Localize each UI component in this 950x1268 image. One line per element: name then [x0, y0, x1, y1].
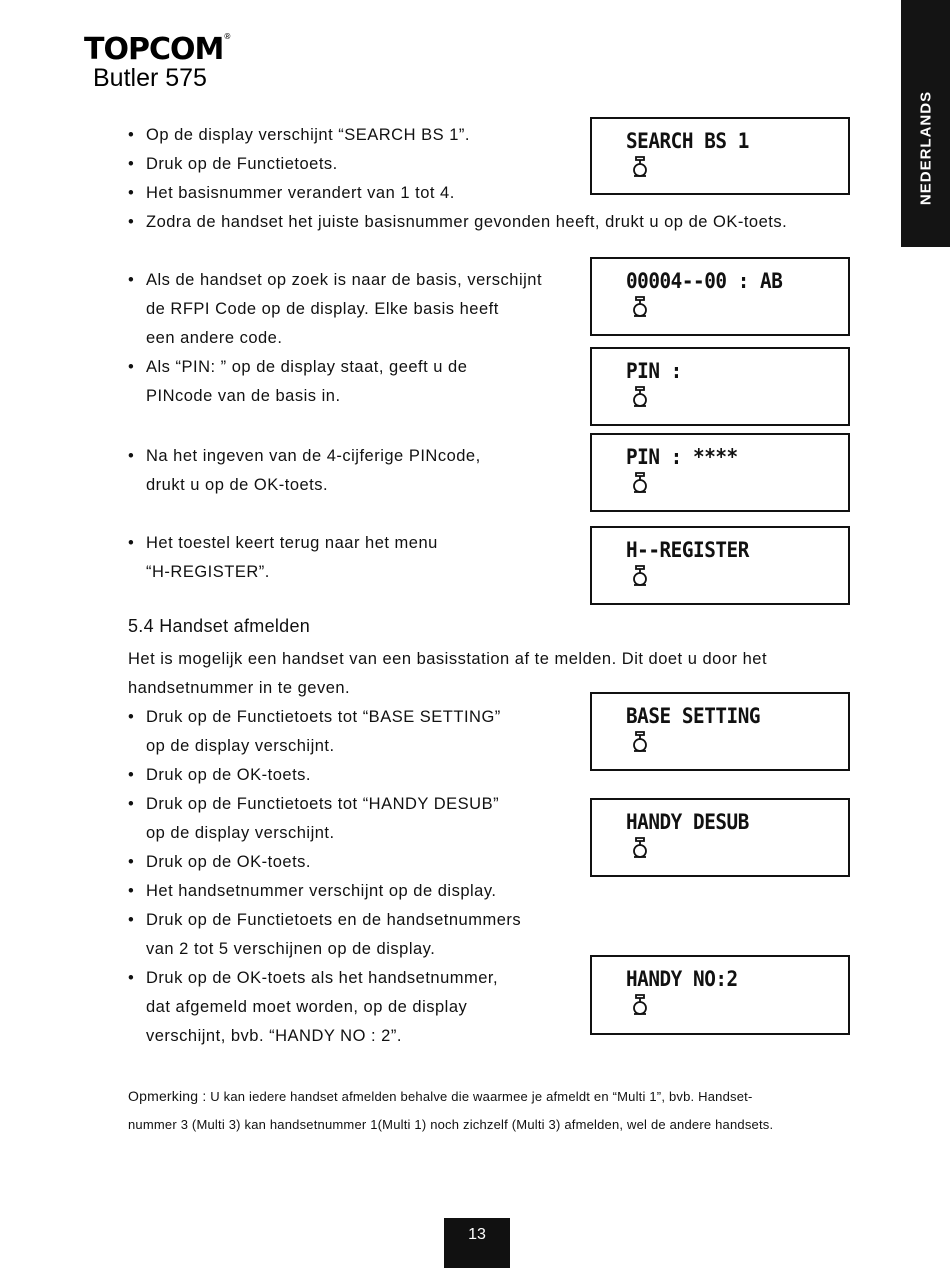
handset-icon	[632, 155, 648, 179]
lcd-text: H--REGISTER	[626, 538, 749, 562]
handset-icon	[632, 564, 648, 588]
bullet: • Druk op de OK-toets.	[128, 848, 888, 877]
lcd-display	[590, 433, 850, 512]
lcd-display	[590, 257, 850, 336]
handset-icon	[632, 295, 648, 319]
lcd-display	[590, 347, 850, 426]
handset-icon	[632, 385, 648, 409]
language-tab: NEDERLANDS	[901, 0, 950, 247]
lcd-display	[590, 798, 850, 877]
handset-icon	[632, 471, 648, 495]
lcd-display	[590, 955, 850, 1035]
lcd-text: PIN :	[626, 359, 682, 383]
bullet: • Druk op de Functietoets tot “HANDY DESUB” op de display verschijnt.	[128, 790, 888, 848]
lcd-display	[590, 526, 850, 605]
bullet: • Druk op de Functietoets.	[128, 150, 868, 179]
intro-line: handsetnummer in te geven.	[128, 679, 351, 697]
bullet: • Druk op de OK-toets.	[128, 761, 888, 790]
section-rfpi-pin	[128, 266, 588, 411]
bullet: • Het toestel keert terug naar het menu “H-REGISTER”.	[128, 529, 588, 587]
page-number: 13	[444, 1218, 510, 1268]
lcd-text: HANDY NO:2	[626, 967, 738, 991]
lcd-display	[590, 117, 850, 195]
bullet: • Na het ingeven van de 4-cijferige PINcode, drukt u op de OK-toets.	[128, 442, 588, 500]
bullet: • Zodra de handset het juiste basisnummer gevonden heeft, drukt u op de OK-toets.	[128, 208, 868, 237]
handset-icon	[632, 836, 648, 860]
note-label: Opmerking :	[128, 1088, 207, 1104]
section-pin-entry	[128, 442, 588, 500]
intro-line: Het is mogelijk een handset van een basisstation af te melden. Dit doet u door het	[128, 650, 768, 668]
note-line-2: nummer 3 (Multi 3) kan handsetnummer 1(Multi 1) noch zichzelf (Multi 3) afmelden, wel de andere handsets.	[128, 1117, 774, 1132]
brand-logo: TOPCOM®	[84, 32, 231, 67]
model-name: Butler 575	[93, 64, 207, 92]
bullet: • Druk op de Functietoets tot “BASE SETTING” op de display verschijnt.	[128, 703, 888, 761]
handset-icon	[632, 730, 648, 754]
bullet: • Druk op de Functietoets en de handsetnummers van 2 tot 5 verschijnen op de display.	[128, 906, 888, 964]
lcd-text: HANDY DESUB	[626, 810, 749, 834]
lcd-text: BASE SETTING	[626, 704, 761, 728]
note-line-1: Opmerking : U kan iedere handset afmelden behalve die waarmee je afmeldt en “Multi 1”, bvb. Handset-	[128, 1088, 753, 1104]
bullet: • Als de handset op zoek is naar de basis, verschijnt de RFPI Code op de display. Elke basis heeft een andere code.	[128, 266, 588, 353]
section-heading: 5.4 Handset afmelden	[128, 616, 311, 636]
bullet: • Druk op de OK-toets als het handsetnummer, dat afgemeld moet worden, op de display verschijnt, bvb. “HANDY NO : 2”.	[128, 964, 888, 1051]
section-return-menu	[128, 529, 588, 587]
lcd-display	[590, 692, 850, 771]
bullet: • Het handsetnummer verschijnt op de display.	[128, 877, 888, 906]
lcd-text: PIN : ****	[626, 445, 738, 469]
bullet: • Het basisnummer verandert van 1 tot 4.	[128, 179, 868, 208]
bullet: • Op de display verschijnt “SEARCH BS 1”.	[128, 121, 868, 150]
lcd-text: SEARCH BS 1	[626, 129, 749, 153]
handset-icon	[632, 993, 648, 1017]
lcd-text: 00004--00 : AB	[626, 269, 783, 293]
bullet: • Als “PIN: ” op de display staat, geeft u de PINcode van de basis in.	[128, 353, 588, 411]
